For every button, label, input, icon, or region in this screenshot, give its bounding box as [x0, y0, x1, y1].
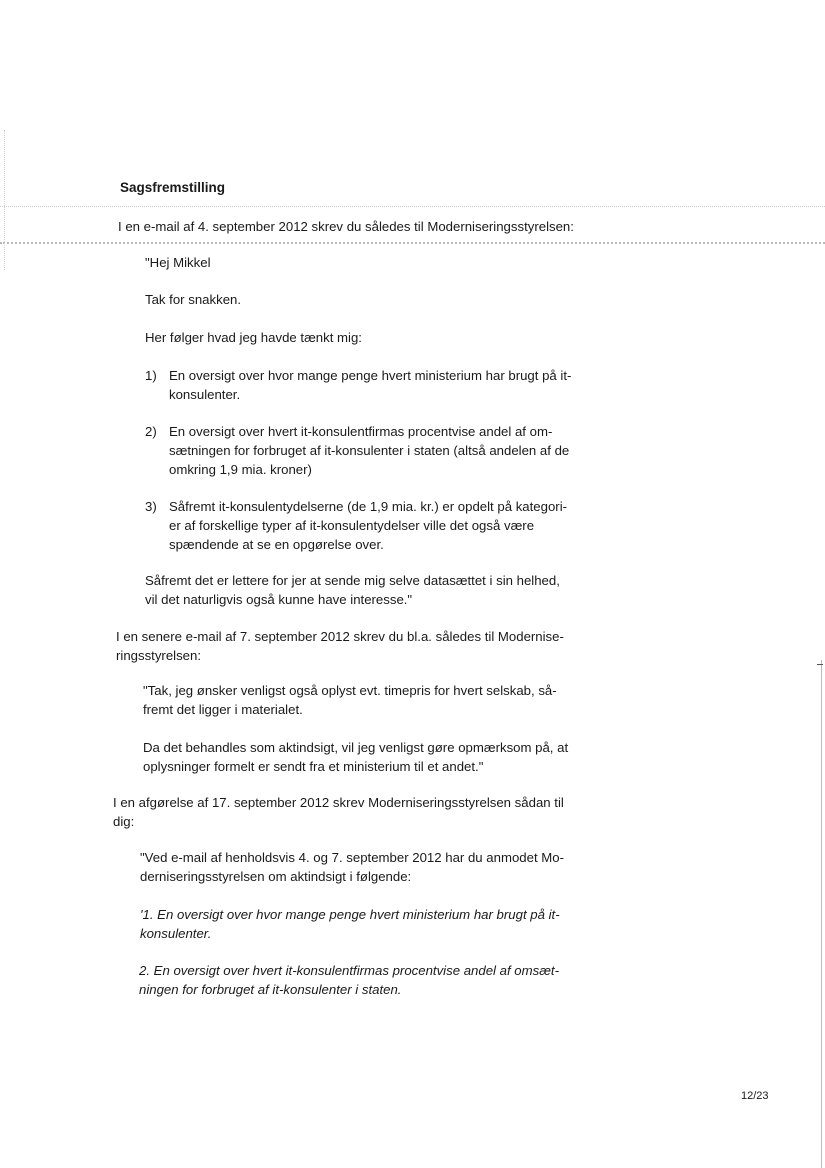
- quote-greeting: "Hej Mikkel: [145, 255, 211, 270]
- list-text: [169, 366, 571, 404]
- section-heading: Sagsfremstilling: [120, 180, 226, 195]
- text-line: "Ved e-mail af henholdsvis 4. og 7. september 2012 har du anmodet Mo-: [140, 850, 565, 865]
- quote-paragraph: [143, 738, 568, 776]
- quote-list-item: [140, 905, 560, 943]
- text-line: Såfremt det er lettere for jer at sende mig selve datasættet i sin helhed,: [145, 573, 560, 588]
- text-line: vil det naturligvis også kunne have interesse.": [145, 592, 413, 607]
- scan-artifact-line: [821, 660, 822, 1168]
- list-number: 2): [145, 424, 157, 439]
- list-number: 1): [145, 368, 157, 383]
- text-line: konsulenter.: [140, 926, 212, 941]
- quote-list-item: [139, 961, 559, 999]
- text-line: sætningen for forbruget af it-konsulenter i staten (altså andelen af de: [169, 443, 570, 458]
- text-line: 2. En oversigt over hvert it-konsulentfirmas procentvise andel af omsæt-: [139, 963, 559, 978]
- quote-closing: [145, 571, 560, 609]
- text-line: "Tak, jeg ønsker venligst også oplyst evt. timepris for hvert selskab, så-: [143, 683, 557, 698]
- text-line: dig:: [113, 814, 135, 829]
- text-line: ningen for forbruget af it-konsulenter i staten.: [139, 982, 402, 997]
- text-line: En oversigt over hvert it-konsulentfirmas procentvise andel af om-: [169, 424, 553, 439]
- text-line: omkring 1,9 mia. kroner): [169, 462, 312, 477]
- list-item: [145, 422, 595, 482]
- text-line: En oversigt over hvor mange penge hvert ministerium har brugt på it-: [169, 368, 572, 383]
- text-line: Da det behandles som aktindsigt, vil jeg venligst gøre opmærksom på, at: [143, 740, 569, 755]
- paragraph: [116, 627, 564, 665]
- text-line: Såfremt it-konsulentydelserne (de 1,9 mia. kr.) er opdelt på kategori-: [169, 499, 568, 514]
- scan-artifact-line: [0, 242, 825, 244]
- list-number: 3): [145, 499, 157, 514]
- text-line: derniseringsstyrelsen om aktindsigt i følgende:: [140, 869, 412, 884]
- text-line: fremt det ligger i materialet.: [143, 702, 303, 717]
- quote-paragraph: [140, 848, 564, 886]
- quote-thanks: Tak for snakken.: [145, 292, 242, 307]
- text-line: I en afgørelse af 17. september 2012 skrev Moderniseringsstyrelsen sådan til: [113, 795, 564, 810]
- text-line: '1. En oversigt over hvor mange penge hvert ministerium har brugt på it-: [140, 907, 560, 922]
- text-line: I en senere e-mail af 7. september 2012 skrev du bl.a. således til Modernise-: [116, 629, 564, 644]
- text-line: konsulenter.: [169, 387, 241, 402]
- scan-artifact-mark: [817, 664, 823, 665]
- text-line: er af forskellige typer af it-konsulentydelser ville det også være: [169, 518, 535, 533]
- scan-artifact-line: [4, 130, 5, 270]
- quote-lead: Her følger hvad jeg havde tænkt mig:: [145, 330, 362, 345]
- list-text: [169, 422, 569, 479]
- list-text: [169, 497, 567, 554]
- quote-paragraph: [143, 681, 557, 719]
- text-line: oplysninger formelt er sendt fra et ministerium til et andet.": [143, 759, 484, 774]
- scan-artifact-line: [0, 206, 825, 207]
- paragraph: [113, 793, 564, 831]
- text-line: ringsstyrelsen:: [116, 648, 202, 663]
- text-line: spændende at se en opgørelse over.: [169, 537, 384, 552]
- page-number: 12/23: [741, 1090, 769, 1102]
- list-item: [145, 366, 595, 406]
- list-item: [145, 497, 595, 557]
- intro-paragraph: I en e-mail af 4. september 2012 skrev du således til Moderniseringsstyrelsen:: [118, 219, 574, 234]
